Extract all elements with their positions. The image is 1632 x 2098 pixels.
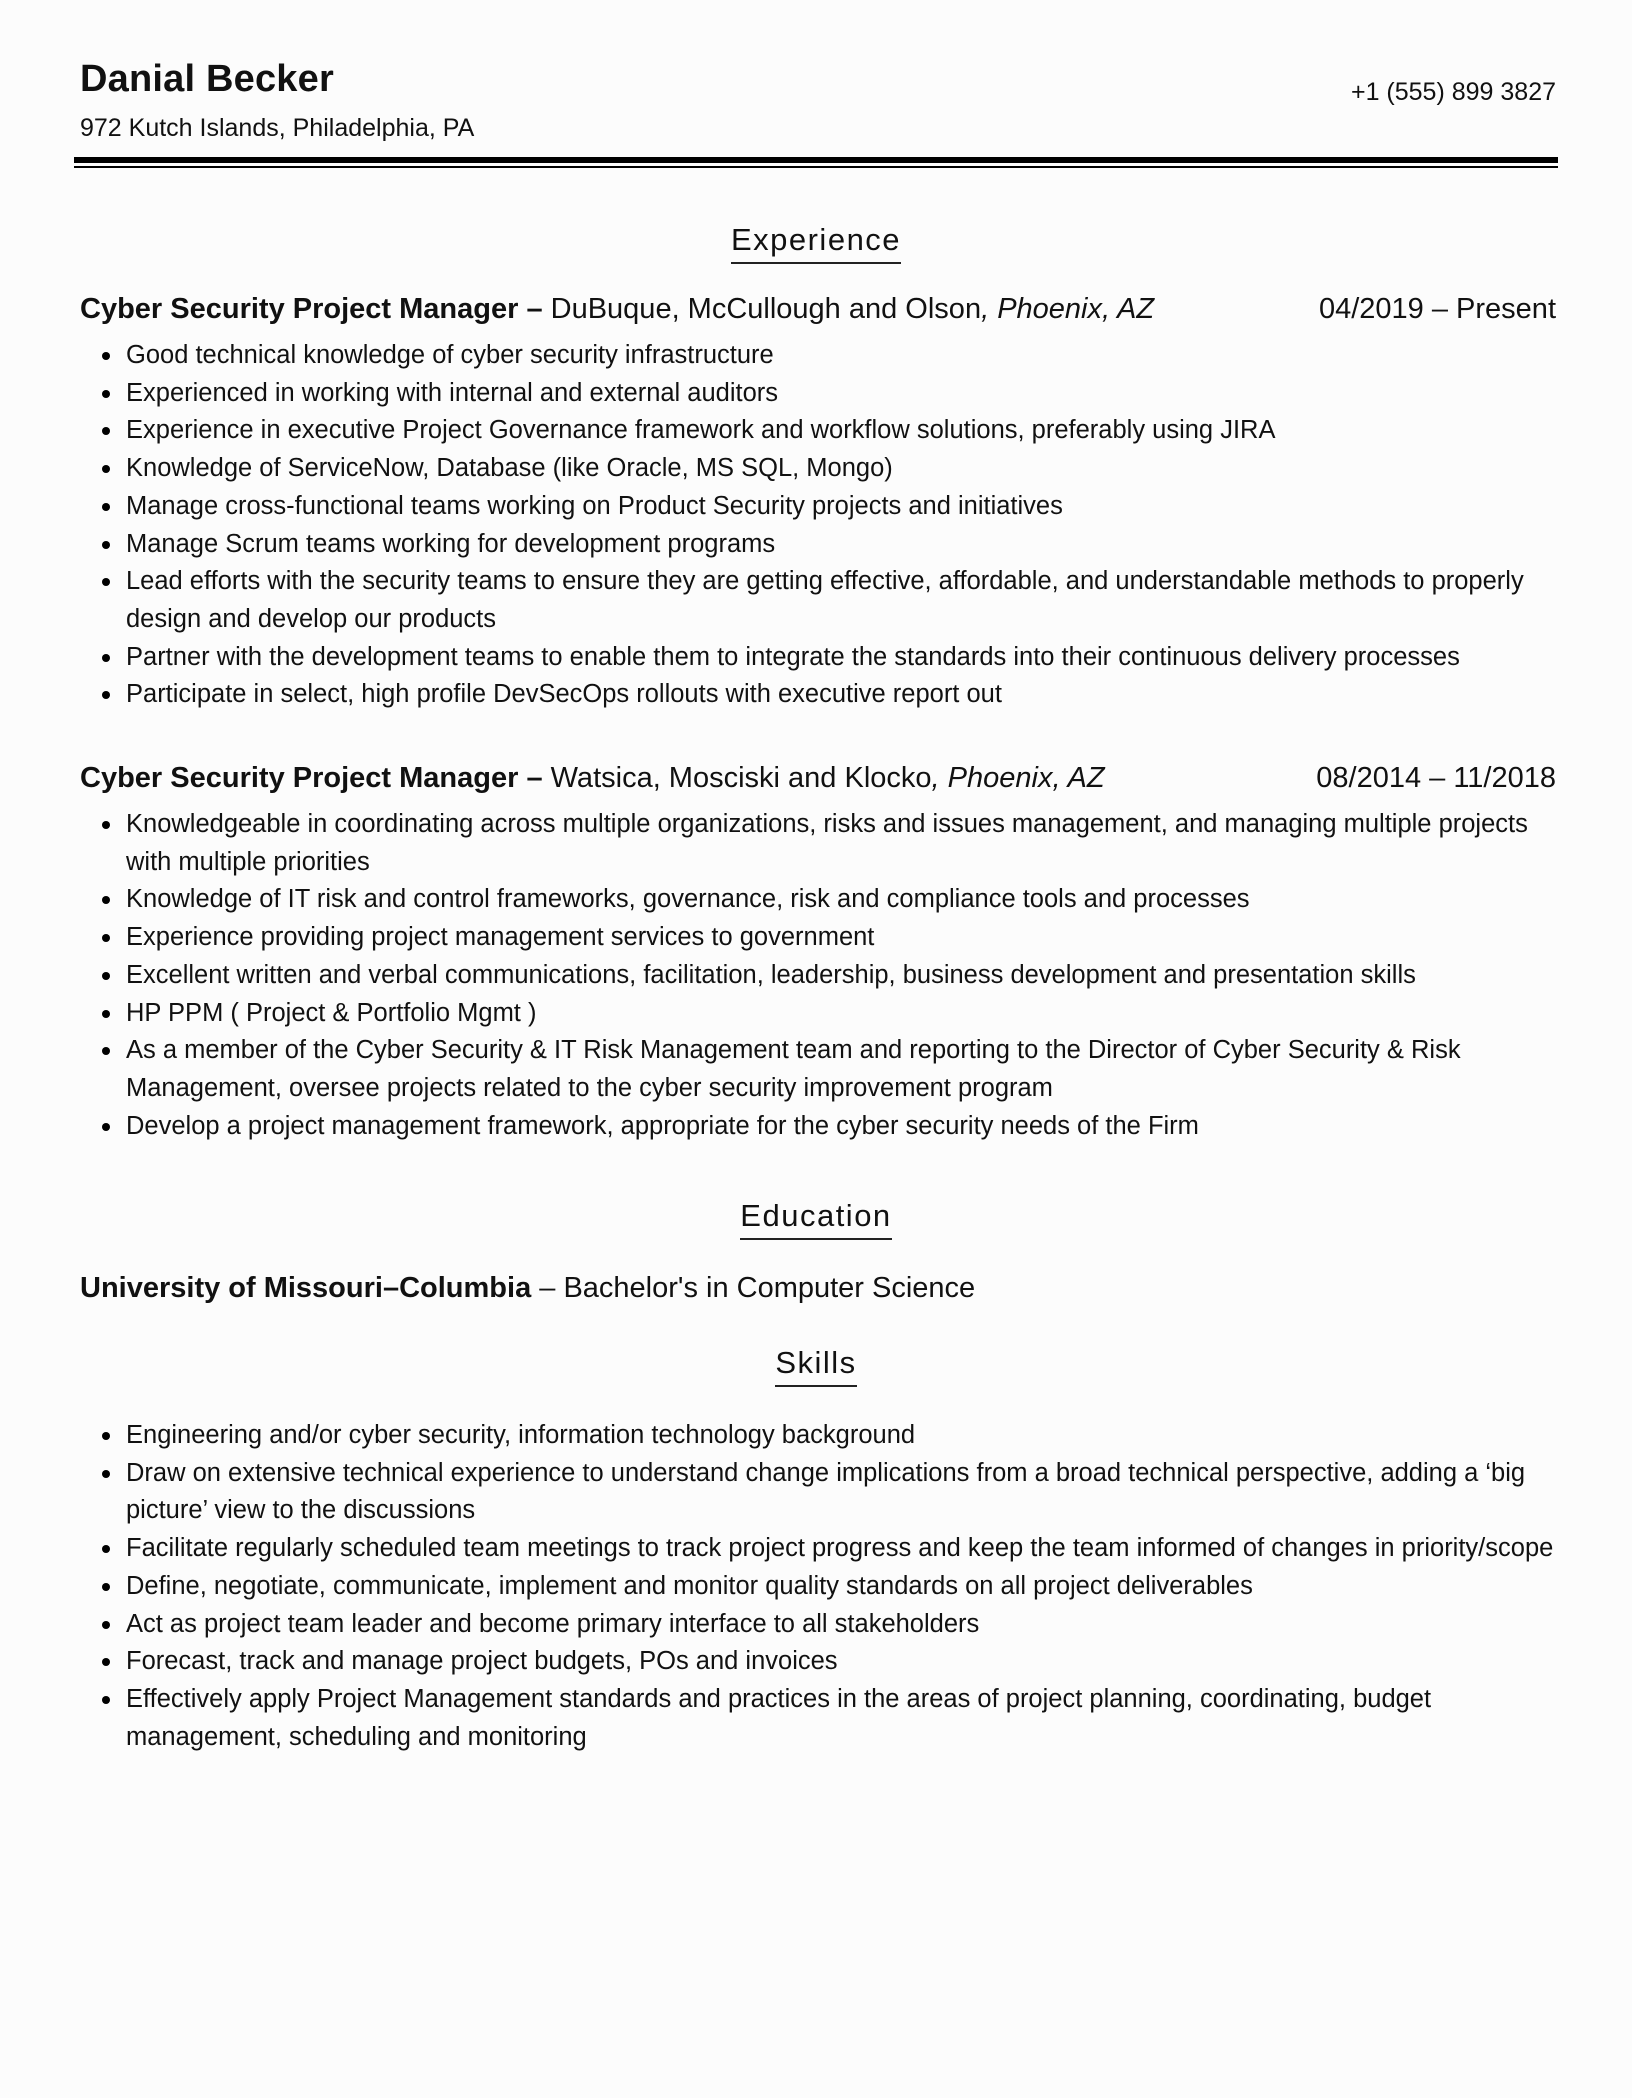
experience-heading xyxy=(0,222,1632,264)
skills-heading-text: Skills xyxy=(775,1345,856,1387)
list-item: Effectively apply Project Management standards and practices in the areas of project planning, coordinating, budget management, scheduling and monitoring xyxy=(80,1681,1556,1756)
list-item: Define, negotiate, communicate, implement and monitor quality standards on all project deliverables xyxy=(80,1568,1556,1606)
list-item: Experience providing project management services to government xyxy=(80,919,1556,957)
list-item: Experience in executive Project Governance framework and workflow solutions, preferably using JIRA xyxy=(80,412,1556,450)
list-item: Forecast, track and manage project budgets, POs and invoices xyxy=(80,1643,1556,1681)
list-item: Experienced in working with internal and external auditors xyxy=(80,375,1556,413)
job-company: DuBuque, McCullough and Olson xyxy=(550,293,982,325)
education-heading xyxy=(0,1198,1632,1240)
job-header-2 xyxy=(80,762,1556,802)
job-title: Cyber Security Project Manager – xyxy=(80,762,543,794)
list-item: As a member of the Cyber Security & IT Risk Management team and reporting to the Director of Cyber Security & Risk Management, oversee projects related to the cyber security improvement program xyxy=(80,1032,1556,1107)
job-header-1 xyxy=(80,293,1556,333)
degree: – Bachelor's in Computer Science xyxy=(531,1272,976,1304)
experience-heading-text: Experience xyxy=(731,222,901,264)
list-item: Engineering and/or cyber security, information technology background xyxy=(80,1417,1556,1455)
school-name: University of Missouri–Columbia xyxy=(80,1272,532,1304)
job-dates: 04/2019 – Present xyxy=(1318,293,1556,325)
education-entry xyxy=(80,1272,1556,1305)
list-item: Draw on extensive technical experience to understand change implications from a broad technical perspective, adding a ‘big picture’ view to the discussions xyxy=(80,1455,1556,1530)
list-item: Knowledgeable in coordinating across multiple organizations, risks and issues management, and managing multiple projects with multiple priorities xyxy=(80,806,1556,881)
job-dates: 08/2014 – 11/2018 xyxy=(1316,762,1556,794)
list-item: Participate in select, high profile DevSecOps rollouts with executive report out xyxy=(80,676,1556,714)
header-divider-thick xyxy=(74,157,1558,163)
list-item: Develop a project management framework, appropriate for the cyber security needs of the Firm xyxy=(80,1108,1556,1146)
candidate-phone: +1 (555) 899 3827 xyxy=(1350,78,1556,106)
job-location: , Phoenix, AZ xyxy=(981,293,1155,325)
list-item: Good technical knowledge of cyber security infrastructure xyxy=(80,337,1556,375)
list-item: Manage Scrum teams working for development programs xyxy=(80,526,1556,564)
list-item: Facilitate regularly scheduled team meetings to track project progress and keep the team informed of changes in priority/scope xyxy=(80,1530,1556,1568)
education-heading-text: Education xyxy=(740,1198,891,1240)
list-item: Lead efforts with the security teams to ensure they are getting effective, affordable, and understandable methods to properly design and develop our products xyxy=(80,563,1556,638)
list-item: Manage cross-functional teams working on Product Security projects and initiatives xyxy=(80,488,1556,526)
list-item: Excellent written and verbal communications, facilitation, leadership, business development and presentation skills xyxy=(80,957,1556,995)
resume-header xyxy=(80,58,1556,158)
job-location: , Phoenix, AZ xyxy=(931,762,1105,794)
list-item: Knowledge of IT risk and control frameworks, governance, risk and compliance tools and processes xyxy=(80,881,1556,919)
job-2-bullets xyxy=(80,806,1556,1145)
list-item: Act as project team leader and become primary interface to all stakeholders xyxy=(80,1606,1556,1644)
job-title: Cyber Security Project Manager – xyxy=(80,293,543,325)
skills-heading xyxy=(0,1345,1632,1387)
list-item: Knowledge of ServiceNow, Database (like Oracle, MS SQL, Mongo) xyxy=(80,450,1556,488)
skills-bullets xyxy=(80,1417,1556,1756)
job-1-bullets xyxy=(80,337,1556,714)
list-item: HP PPM ( Project & Portfolio Mgmt ) xyxy=(80,995,1556,1033)
header-divider-thin xyxy=(74,166,1558,168)
candidate-address: 972 Kutch Islands, Philadelphia, PA xyxy=(80,114,475,142)
list-item: Partner with the development teams to enable them to integrate the standards into their continuous delivery processes xyxy=(80,639,1556,677)
job-company: Watsica, Mosciski and Klocko xyxy=(550,762,932,794)
candidate-name: Danial Becker xyxy=(80,58,334,100)
